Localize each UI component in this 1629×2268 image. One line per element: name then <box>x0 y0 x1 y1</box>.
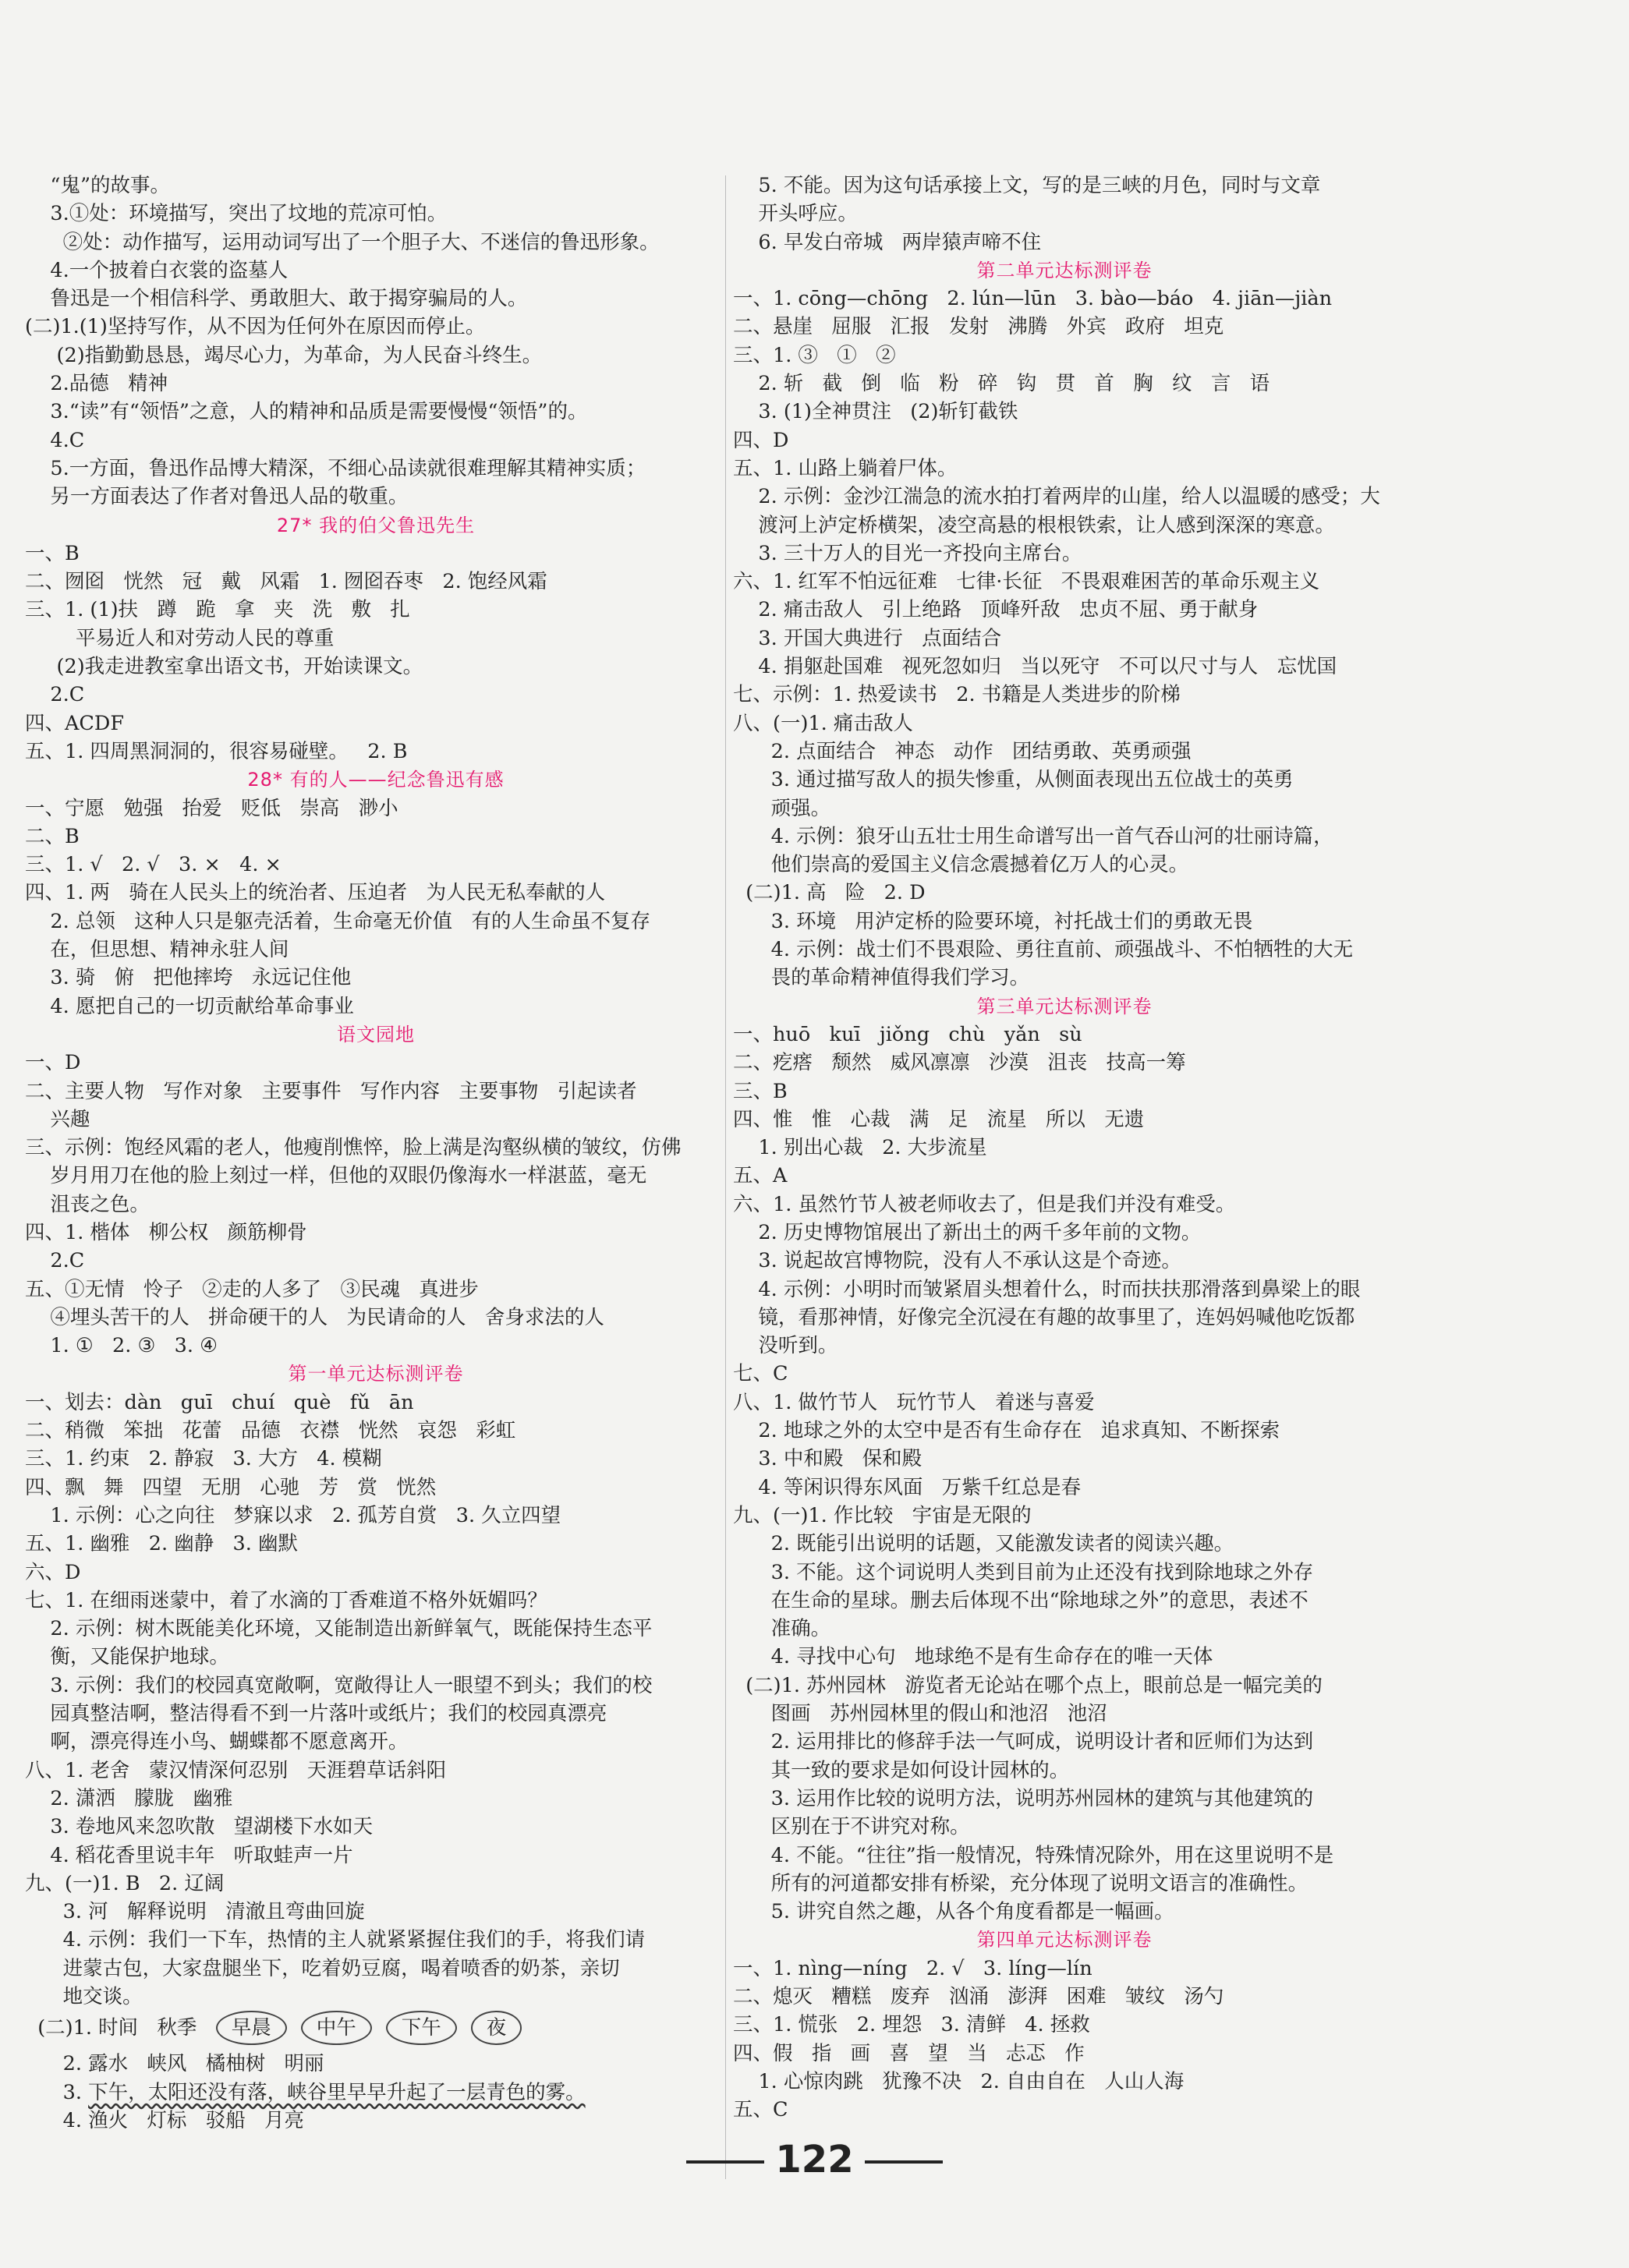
answer-prefix: (二)1. 时间 秋季 <box>25 2016 216 2040</box>
answer-line: 2. 斩 截 倒 临 粉 碎 钩 贯 首 胸 纹 言 语 <box>733 372 1270 396</box>
answer-line: 一、宁愿 勉强 抬爱 贬低 崇高 渺小 <box>25 796 398 820</box>
answer-line: 另一方面表达了作者对鲁迅人品的敬重。 <box>25 485 409 509</box>
answer-line-with-ovals <box>25 2011 777 2050</box>
section-heading: 第一单元达标测评卷 <box>288 1363 464 1385</box>
answer-line: 三、1. ③ ① ② <box>733 343 896 367</box>
answer-line: 一、B <box>25 541 80 565</box>
answer-line-wavy <box>25 2079 777 2107</box>
answer-line: 三、1. 约束 2. 静寂 3. 大方 4. 模糊 <box>25 1447 382 1471</box>
answer-line: 地交谈。 <box>25 1985 143 2008</box>
answer-prefix: 3. <box>25 2080 89 2104</box>
answer-line: 在，但思想、精神永驻人间 <box>25 938 289 962</box>
answer-line: 三、B <box>733 1079 788 1103</box>
answer-line: 4. 示例：我们一下车，热情的主人就紧紧握住我们的手，将我们请 <box>25 1928 646 1952</box>
answer-line: 3. 环境 用泸定桥的险要环境，衬托战士们的勇敢无畏 <box>733 909 1253 933</box>
answer-line: 2. 露水 峡风 橘柚树 明丽 <box>25 2052 324 2076</box>
answer-line: 准确。 <box>733 1617 831 1641</box>
answer-line: 4. 渔火 灯标 驳船 月亮 <box>25 2108 305 2132</box>
answer-line: 1. ① 2. ③ 3. ④ <box>25 1334 218 1358</box>
section-heading: 28* 有的人——纪念鲁迅有感 <box>247 769 505 791</box>
answer-line: 2.品德 精神 <box>25 372 168 396</box>
answer-line: 三、1. (1)扶 蹲 跪 拿 夹 洗 敷 扎 <box>25 598 410 622</box>
answer-line: 所有的河道都安排有桥梁，充分体现了说明文语言的准确性。 <box>733 1871 1309 1895</box>
answer-line: 二、囫囵 恍然 冠 戴 风霜 1. 囫囵吞枣 2. 饱经风霜 <box>25 570 547 594</box>
answer-line: 图画 苏州园林里的假山和池沼 池沼 <box>733 1702 1107 1726</box>
page-number-dash-right <box>865 2160 943 2164</box>
answer-line: 2. 潇洒 朦胧 幽雅 <box>25 1786 233 1810</box>
answer-line: 二、悬崖 屈服 汇报 发射 沸腾 外宾 政府 坦克 <box>733 315 1224 339</box>
answer-line: 3.“读”有“领悟”之意，人的精神和品质是需要慢慢“领悟”的。 <box>25 400 588 424</box>
answer-line: 五、C <box>733 2098 788 2122</box>
answer-line: 3. 骑 俯 把他摔垮 永远记住他 <box>25 966 352 990</box>
answer-line: 四、1. 楷体 柳公权 颜筋柳骨 <box>25 1220 307 1244</box>
answer-line: 区别在于不讲究对称。 <box>733 1815 970 1839</box>
section-heading: 第二单元达标测评卷 <box>976 259 1153 281</box>
answer-line: 2. 历史博物馆展出了新出土的两千多年前的文物。 <box>733 1220 1202 1244</box>
answer-line: 衡，又能保护地球。 <box>25 1645 229 1669</box>
answer-line: 六、1. 虽然竹节人被老师收去了，但是我们并没有难受。 <box>733 1192 1236 1216</box>
answer-line: 二、B <box>25 824 80 848</box>
answer-line: 园真整洁啊，整洁得看不到一片落叶或纸片；我们的校园真漂亮 <box>25 1702 607 1726</box>
answer-line: 他们崇高的爱国主义信念震撼着亿万人的心灵。 <box>733 853 1189 877</box>
answer-line: 1. 示例：心之向往 梦寐以求 2. 孤芳自赏 3. 久立四望 <box>25 1503 561 1527</box>
answer-line: 镜，看那神情，好像完全沉浸在有趣的故事里了，连妈妈喊他吃饭都 <box>733 1305 1355 1329</box>
answer-line: 6. 早发白帝城 两岸猿声啼不住 <box>733 230 1042 254</box>
left-column <box>25 172 777 2135</box>
answer-line: 进蒙古包，大家盘腿坐下，吃着奶豆腐，喝着喷香的奶茶，亲切 <box>25 1956 620 1980</box>
answer-line: “鬼”的故事。 <box>25 174 170 197</box>
answer-line: (2)指勤勤恳恳，竭尽心力，为革命，为人民奋斗终生。 <box>25 343 543 367</box>
answer-line: 5. 不能。因为这句话承接上文，写的是三峡的月色，同时与文章 <box>733 174 1321 197</box>
answer-line: 4. 示例：小明时而皱紧眉头想着什么，时而扶扶那滑落到鼻梁上的眼 <box>733 1277 1361 1301</box>
answer-line: 四、假 指 画 喜 望 当 忐忑 作 <box>733 2041 1085 2065</box>
answer-line: 六、1. 红军不怕远征难 七律·长征 不畏艰难困苦的革命乐观主义 <box>733 570 1320 594</box>
answer-line: 岁月用刀在他的脸上刻过一样，但他的双眼仍像海水一样湛蓝，毫无 <box>25 1164 647 1188</box>
answer-line: 3. 运用作比较的说明方法，说明苏州园林的建筑与其他建筑的 <box>733 1786 1314 1810</box>
answer-line: 九、(一)1. 作比较 宇宙是无限的 <box>733 1503 1032 1527</box>
answer-line: 啊，漂亮得连小鸟、蝴蝶都不愿意离开。 <box>25 1730 409 1754</box>
answer-line: 2. 运用排比的修辞手法一气呵成，说明设计者和匠师们为达到 <box>733 1730 1314 1754</box>
answer-line: 四、惟 惟 心裁 满 足 流星 所以 无遗 <box>733 1107 1145 1131</box>
answer-line: 1. 心惊肉跳 犹豫不决 2. 自由自在 人山人海 <box>733 2069 1185 2093</box>
answer-line: 四、ACDF <box>25 711 125 735</box>
wavy-underlined-answer: 下午，太阳还没有落，峡谷里早早升起了一层青色的雾。 <box>88 2080 586 2104</box>
answer-line: 没听到。 <box>733 1334 838 1358</box>
page-number-value: 122 <box>775 2138 854 2181</box>
answer-line: 四、1. 两 骑在人民头上的统治者、压迫者 为人民无私奉献的人 <box>25 881 606 905</box>
page-number-dash-left <box>686 2160 764 2164</box>
answer-line: 3. 中和殿 保和殿 <box>733 1447 923 1471</box>
answer-line: 鲁迅是一个相信科学、勇敢胆大、敢于揭穿骗局的人。 <box>25 287 528 311</box>
answer-line: 4.一个披着白衣裳的盗墓人 <box>25 258 289 282</box>
answer-line: 2. 示例：树木既能美化环境，又能制造出新鲜氧气，既能保持生态平 <box>25 1617 653 1641</box>
answer-line: 一、1. cōng—chōng 2. lún—lūn 3. bào—báo 4. jiān—jiàn <box>733 287 1333 311</box>
answer-line: 4. 稻花香里说丰年 听取蛙声一片 <box>25 1843 353 1867</box>
answer-line: 平易近人和对劳动人民的尊重 <box>25 626 335 650</box>
answer-line: (二)1. 高 险 2. D <box>733 881 926 905</box>
answer-line: 七、1. 在细雨迷蒙中，着了水滴的丁香难道不格外妩媚吗？ <box>25 1588 547 1612</box>
answer-line: 3. 不能。这个词说明人类到目前为止还没有找到除地球之外存 <box>733 1560 1314 1584</box>
answer-line: 一、huō kuī jiǒng chù yǎn sù <box>733 1022 1082 1046</box>
answer-line: 5. 讲究自然之趣，从各个角度看都是一幅画。 <box>733 1900 1174 1924</box>
circled-answer: 早晨 <box>216 2011 287 2045</box>
answer-line: 五、A <box>733 1164 788 1188</box>
answer-line: 一、划去：dàn guī chuí què fǔ ān <box>25 1390 414 1414</box>
answer-line: (2)我走进教室拿出语文书，开始读课文。 <box>25 655 423 679</box>
answer-line: 3. 三十万人的目光一齐投向主席台。 <box>733 541 1082 565</box>
answer-line: 3.①处：环境描写，突出了坟地的荒凉可怕。 <box>25 202 448 226</box>
answer-line: 二、疙瘩 颓然 威风凛凛 沙漠 沮丧 技高一筹 <box>733 1051 1186 1075</box>
answer-line: 一、D <box>25 1051 81 1075</box>
answer-line: ④埋头苦干的人 拼命硬干的人 为民请命的人 舍身求法的人 <box>25 1305 604 1329</box>
answer-line: 六、D <box>25 1560 81 1584</box>
answer-line: 3. 通过描写敌人的损失惨重，从侧面表现出五位战士的英勇 <box>733 768 1294 792</box>
answer-line: 五、1. 幽雅 2. 幽静 3. 幽默 <box>25 1532 298 1556</box>
circled-answer: 下午 <box>386 2011 457 2045</box>
answer-line: 2.C <box>25 683 85 707</box>
answer-line: 三、1. 慌张 2. 埋怨 3. 清鲜 4. 拯救 <box>733 2013 1090 2037</box>
answer-line: 4. 不能。“往往”指一般情况，特殊情况除外，用在这里说明不是 <box>733 1843 1334 1867</box>
answer-line: 五、1. 山路上躺着尸体。 <box>733 456 958 480</box>
answer-line: 1. 别出心裁 2. 大步流星 <box>733 1136 987 1160</box>
answer-line: 2. 地球之外的太空中是否有生命存在 追求真知、不断探索 <box>733 1419 1280 1443</box>
answer-line: 3. (1)全神贯注 (2)斩钉截铁 <box>733 400 1018 424</box>
answer-line: 3. 开国大典进行 点面结合 <box>733 626 1002 650</box>
answer-line: 七、C <box>733 1362 788 1386</box>
circled-answer: 中午 <box>301 2011 372 2045</box>
answer-line: 开头呼应。 <box>733 202 858 226</box>
answer-line: 八、1. 老舍 蒙汉情深何忍别 天涯碧草话斜阳 <box>25 1758 447 1782</box>
answer-line: 4. 捐躯赴国难 视死忽如归 当以死守 不可以尺寸与人 忘忧国 <box>733 655 1337 679</box>
page-number <box>0 2138 1629 2181</box>
answer-line: 4. 愿把自己的一切贡献给革命事业 <box>25 994 354 1018</box>
answer-line: 其一致的要求是如何设计园林的。 <box>733 1758 1070 1782</box>
answer-line: 4. 等闲识得东风面 万紫千红总是春 <box>733 1475 1082 1499</box>
answer-line: 3. 示例：我们的校园真宽敞啊，宽敞得让人一眼望不到头；我们的校 <box>25 1673 653 1697</box>
column-divider <box>725 175 726 2179</box>
answer-line: 5.一方面，鲁迅作品博大精深，不细心品读就很难理解其精神实质； <box>25 456 646 480</box>
answer-line: 兴趣 <box>25 1107 90 1131</box>
answer-line: 4. 示例：狼牙山五壮士用生命谱写出一首气吞山河的壮丽诗篇， <box>733 824 1333 848</box>
circled-answer: 夜 <box>471 2011 522 2045</box>
answer-line: 八、1. 做竹节人 玩竹节人 着迷与喜爱 <box>733 1390 1095 1414</box>
answer-line: 二、熄灭 糟糕 废弃 汹涌 澎湃 困难 皱纹 汤勺 <box>733 1985 1224 2008</box>
section-heading: 语文园地 <box>337 1023 415 1046</box>
answer-line: 2. 点面结合 神态 动作 团结勇敢、英勇顽强 <box>733 739 1192 763</box>
answer-line: 4. 寻找中心句 地球绝不是有生命存在的唯一天体 <box>733 1645 1213 1669</box>
answer-line: 四、D <box>733 428 789 452</box>
answer-line: 四、飘 舞 四望 无朋 心驰 芳 赏 恍然 <box>25 1475 437 1499</box>
answer-line: 七、示例：1. 热爱读书 2. 书籍是人类进步的阶梯 <box>733 683 1181 707</box>
answer-line: (二)1. 苏州园林 游览者无论站在哪个点上，眼前总是一幅完美的 <box>733 1673 1323 1697</box>
answer-line: 3. 河 解释说明 清澈且弯曲回旋 <box>25 1900 365 1924</box>
answer-line: 2. 总领 这种人只是躯壳活着，生命毫无价值 有的人生命虽不复存 <box>25 909 650 933</box>
answer-line: 3. 说起故宫博物院，没有人不承认这是个奇迹。 <box>733 1249 1181 1273</box>
answer-line: 三、1. √ 2. √ 3. × 4. × <box>25 853 282 877</box>
answer-line: (二)1.(1)坚持写作，从不因为任何外在原因而停止。 <box>25 315 486 339</box>
answer-line: 五、①无情 怜子 ②走的人多了 ③民魂 真进步 <box>25 1277 479 1301</box>
answer-line: 2. 示例：金沙江湍急的流水拍打着两岸的山崖，给人以温暖的感受；大 <box>733 485 1380 509</box>
right-column <box>733 172 1591 2124</box>
answer-line: 在生命的星球。删去后体现不出“除地球之外”的意思，表述不 <box>733 1588 1309 1612</box>
answer-line: 渡河上泸定桥横架，凌空高悬的根根铁索，让人感到深深的寒意。 <box>733 513 1335 537</box>
answer-line: 3. 卷地风来忽吹散 望湖楼下水如天 <box>25 1815 374 1839</box>
answer-line: 一、1. nìng—níng 2. √ 3. líng—lín <box>733 1956 1092 1980</box>
answer-line: 沮丧之色。 <box>25 1192 150 1216</box>
answer-line: ②处：动作描写，运用动词写出了一个胆子大、不迷信的鲁迅形象。 <box>25 230 660 254</box>
answer-line: 4.C <box>25 428 85 452</box>
answer-line: 八、(一)1. 痛击敌人 <box>733 711 913 735</box>
answer-line: 二、稍微 笨拙 花蕾 品德 衣襟 恍然 哀怨 彩虹 <box>25 1419 516 1443</box>
answer-line: 4. 示例：战士们不畏艰险、勇往直前、顽强战斗、不怕牺牲的大无 <box>733 938 1354 962</box>
answer-line: 2. 既能引出说明的话题，又能激发读者的阅读兴趣。 <box>733 1532 1234 1556</box>
answer-line: 九、(一)1. B 2. 辽阔 <box>25 1871 225 1895</box>
section-heading: 第四单元达标测评卷 <box>976 1929 1153 1951</box>
section-heading: 27* 我的伯父鲁迅先生 <box>276 514 476 536</box>
answer-line: 五、1. 四周黑洞洞的，很容易碰壁。 2. B <box>25 739 408 763</box>
answer-line: 顽强。 <box>733 796 831 820</box>
answer-line: 畏的革命精神值得我们学习。 <box>733 966 1030 990</box>
answer-line: 二、主要人物 写作对象 主要事件 写作内容 主要事物 引起读者 <box>25 1079 637 1103</box>
section-heading: 第三单元达标测评卷 <box>976 995 1153 1017</box>
answer-line: 2. 痛击敌人 引上绝路 顶峰歼敌 忠贞不屈、勇于献身 <box>733 598 1259 622</box>
answer-line: 三、示例：饱经风霜的老人，他瘦削憔悴，脸上满是沟壑纵横的皱纹，仿佛 <box>25 1136 682 1160</box>
answer-line: 2.C <box>25 1249 85 1273</box>
